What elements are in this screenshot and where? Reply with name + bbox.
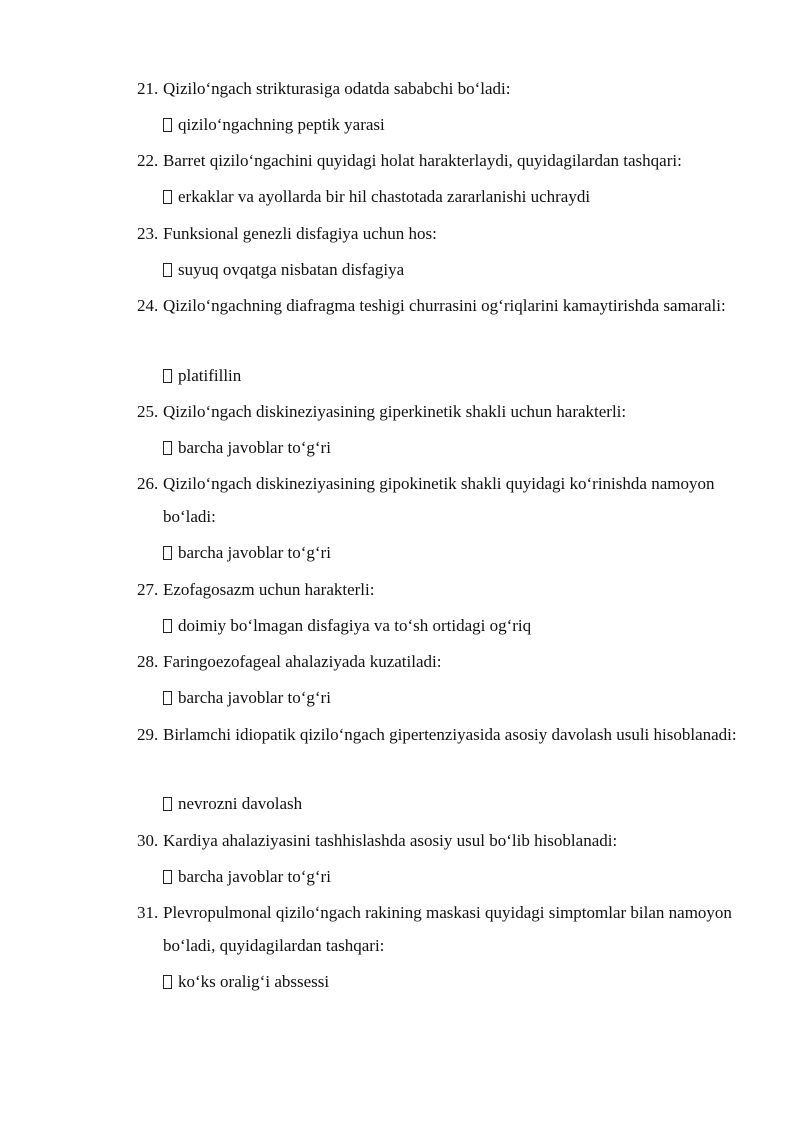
question-number: 24. [137,296,159,315]
question-text: Funksional genezli disfagiya uchun hos: [163,224,437,243]
question-number: 25. [137,402,159,421]
question-text: Faringoezofageal ahalaziyada kuzatiladi: [163,652,442,671]
answer-box-icon [163,190,172,204]
answer-text: suyuq ovqatga nisbatan disfagiya [178,260,405,279]
answer-text: barcha javoblar to‘g‘ri [178,867,331,886]
question-number: 31. [137,903,159,922]
question-number: 22. [137,151,159,170]
question-24 [137,289,737,322]
answer-box-icon [163,870,172,884]
question-number: 26. [137,474,159,493]
answer-28 [163,686,331,710]
answer-text: barcha javoblar to‘g‘ri [178,438,331,457]
answer-text: erkaklar va ayollarda bir hil chastotada zararlanishi uchraydi [178,187,591,206]
question-26 [137,467,737,533]
answer-text: platifillin [178,366,242,385]
answer-text: nevrozni davolash [178,794,303,813]
question-text: Ezofagosazm uchun harakterli: [163,580,375,599]
answer-box-icon [163,441,172,455]
answer-27 [163,614,531,638]
answer-text: doimiy bo‘lmagan disfagiya va to‘sh ortidagi og‘riq [178,616,532,635]
question-number: 27. [137,580,159,599]
question-25 [137,395,737,428]
question-text: Qizilo‘ngach diskineziyasining giperkinetik shakli uchun harakterli: [163,402,627,421]
answer-text: barcha javoblar to‘g‘ri [178,543,331,562]
answer-box-icon [163,691,172,705]
question-22 [137,144,737,177]
answer-text: qizilo‘ngachning peptik yarasi [178,115,385,134]
question-27 [137,573,737,606]
answer-box-icon [163,369,172,383]
question-21 [137,72,737,105]
answer-box-icon [163,546,172,560]
question-text: Qizilo‘ngach diskineziyasining gipokinetik shakli quyidagi ko‘rinishda namoyon bo‘ladi: [163,474,715,526]
answer-box-icon [163,263,172,277]
answer-26 [163,541,331,565]
answer-box-icon [163,118,172,132]
question-text: Barret qizilo‘ngachini quyidagi holat harakterlaydi, quyidagilardan tashqari: [163,151,682,170]
answer-box-icon [163,797,172,811]
question-text: Plevropulmonal qizilo‘ngach rakining maskasi quyidagi simptomlar bilan namoyon bo‘ladi, quyidagilardan tashqari: [163,903,732,955]
answer-21 [163,113,385,137]
answer-23 [163,258,404,282]
answer-29 [163,792,302,816]
answer-30 [163,865,331,889]
answer-text: barcha javoblar to‘g‘ri [178,688,331,707]
question-number: 23. [137,224,159,243]
question-text: Kardiya ahalaziyasini tashhislashda asosiy usul bo‘lib hisoblanadi: [163,831,618,850]
answer-31 [163,970,329,994]
question-number: 28. [137,652,159,671]
question-30 [137,824,737,857]
answer-24 [163,364,241,388]
question-text: Birlamchi idiopatik qizilo‘ngach gipertenziyasida asosiy davolash usuli hisoblanadi: [163,725,737,744]
question-number: 29. [137,725,159,744]
answer-25 [163,436,331,460]
answer-text: ko‘ks oralig‘i abssessi [178,972,330,991]
question-text: Qizilo‘ngachning diafragma teshigi churrasini og‘riqlarini kamaytirishda samarali: [163,296,726,315]
question-number: 21. [137,79,159,98]
question-text: Qizilo‘ngach strikturasiga odatda sababchi bo‘ladi: [163,79,511,98]
question-number: 30. [137,831,159,850]
question-29 [137,718,737,751]
question-23 [137,217,737,250]
question-31 [137,896,737,962]
answer-box-icon [163,619,172,633]
answer-box-icon [163,975,172,989]
answer-22 [163,185,590,209]
question-28 [137,645,737,678]
